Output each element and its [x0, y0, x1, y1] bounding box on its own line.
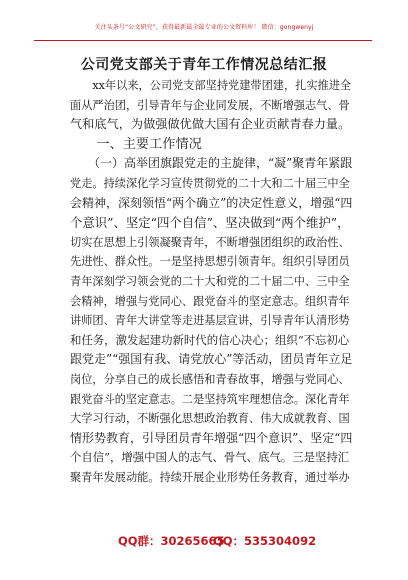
body-line: 会精神，增强与党同心、跟党奋斗的坚定意志。组织青年 [70, 294, 350, 308]
document-title: 公司党支部关于青年工作情况总结汇报 [80, 57, 328, 73]
body-line: 聚青年发展动能。持续开展企业形势任务教育，通过举办 [70, 470, 350, 484]
footer-qq-group: QQ群：30265665 [118, 534, 225, 548]
body-line: 气和底气，为做强做优做大国有企业贡献青春力量。 [70, 117, 351, 132]
body-line: 个自信”，增强中国人的志气、骨气、底气。三是坚持汇 [70, 450, 350, 465]
body-line: 会精神，深刻领悟“两个确立”的决定性意义，增强“四 [70, 195, 352, 210]
footer [0, 533, 408, 551]
body-line: 一、主要工作情况 [70, 136, 202, 152]
body-line: 党走。持续深化学习宣传贯彻党的二十大和二十届三中全 [70, 176, 350, 190]
body-line: 情形势教育，引导团员青年增强“四个意识”、坚定“四 [70, 430, 352, 445]
body-line: 和任务，激发起建功新时代的信心决心；组织“不忘初心 [70, 332, 350, 347]
body-line: 个意识”、坚定“四个自信”、坚决做到“两个维护”， [70, 215, 350, 231]
body-line: 跟党奋斗的坚定意志。二是坚持筑牢理想信念。深化青年 [70, 392, 350, 406]
header-banner: 关注头条号“公文研究”，获得最新最全最专业的公文资料库！ 微信：gongwenyj [94, 24, 314, 31]
body-line: （一）高举团旗跟党走的主旋律，“凝”聚青年紧跟 [70, 156, 352, 171]
body-line: 切实在思想上引领凝聚青年，不断增强团组织的政治性、 [70, 235, 350, 249]
body-line: 岗位，分享自己的成长感悟和青春故事，增强与党同心、 [70, 372, 350, 386]
body-line: 先进性、群众性。一是坚持思想引领青年。组织引导团员 [70, 255, 350, 269]
document-body [70, 76, 352, 487]
body-line: 面从严治团，引导青年与企业同发展，不断增强志气、骨 [70, 98, 350, 112]
body-line: xx年以来，公司党支部坚持党建带团建，扎实推进全 [70, 79, 352, 92]
footer-qq-contact: QQ：535304092 [213, 534, 317, 548]
body-line: 讲师团、青年大讲堂等走进基层宣讲，引导青年认清形势 [70, 314, 350, 328]
body-line: 青年深刻学习领会党的二十大和党的二十届二中、三中全 [70, 274, 350, 288]
body-line: 大学习行动，不断强化思想政治教育、伟大成就教育、国 [70, 412, 350, 426]
body-line: 跟党走”“强国有我、请党放心”等活动，团员青年立足 [70, 352, 352, 367]
header-divider [34, 40, 372, 41]
